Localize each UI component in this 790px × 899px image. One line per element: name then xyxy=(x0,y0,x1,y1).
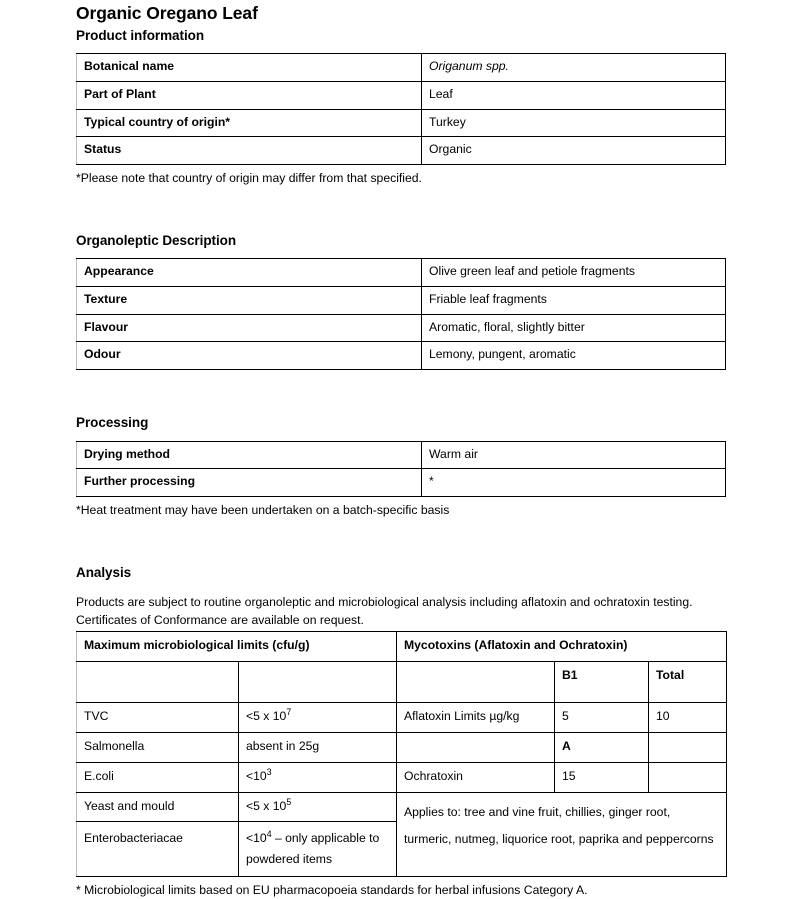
product-info-value: Turkey xyxy=(422,109,726,137)
analysis-mycotoxin: Aflatoxin Limits µg/kg xyxy=(397,703,555,733)
product-info-value: Organic xyxy=(422,137,726,165)
product-information-table xyxy=(76,53,726,165)
table-row xyxy=(77,137,726,165)
analysis-total-value xyxy=(649,762,727,792)
analysis-limit xyxy=(239,822,397,876)
analysis-column-b1: B1 xyxy=(555,662,649,703)
analysis-total-value: 10 xyxy=(649,703,727,733)
table-row xyxy=(77,732,727,762)
processing-label: Drying method xyxy=(77,441,422,469)
table-row xyxy=(77,314,726,342)
analysis-limit-text: <10 xyxy=(246,831,267,846)
analysis-limit-text: <5 x 10 xyxy=(246,798,287,813)
organoleptic-value: Friable leaf fragments xyxy=(422,286,726,314)
spacer xyxy=(76,520,726,536)
product-info-label: Status xyxy=(77,137,422,165)
analysis-limit-exponent: 4 xyxy=(266,829,272,840)
product-info-label: Part of Plant xyxy=(77,81,422,109)
table-header-row xyxy=(77,632,727,662)
analysis-subheader-blank-2 xyxy=(239,662,397,703)
processing-value: * xyxy=(422,469,726,497)
analysis-limit-exponent: 7 xyxy=(286,706,292,717)
analysis-mycotoxin xyxy=(397,732,555,762)
spacer xyxy=(76,188,726,204)
analysis-organism: E.coli xyxy=(77,762,239,792)
page-title: Organic Oregano Leaf xyxy=(76,3,258,23)
organoleptic-table xyxy=(76,258,726,370)
table-row xyxy=(77,81,726,109)
analysis-limit xyxy=(239,732,397,762)
analysis-limit xyxy=(239,703,397,733)
table-row xyxy=(77,703,727,733)
organoleptic-value: Aromatic, floral, slightly bitter xyxy=(422,314,726,342)
table-row xyxy=(77,469,726,497)
processing-label: Further processing xyxy=(77,469,422,497)
processing-table xyxy=(76,441,726,498)
analysis-limit-exponent: 5 xyxy=(286,796,292,807)
organoleptic-label: Appearance xyxy=(77,258,422,286)
processing-footnote: *Heat treatment may have been undertaken on a batch-specific basis xyxy=(76,503,450,518)
product-info-value: Origanum spp. xyxy=(422,53,726,81)
table-row xyxy=(77,762,727,792)
analysis-b1-value: A xyxy=(555,732,649,762)
table-row xyxy=(77,441,726,469)
product-information-footnote: *Please note that country of origin may differ from that specified. xyxy=(76,171,422,186)
product-info-label: Typical country of origin* xyxy=(77,109,422,137)
analysis-limit-exponent: 3 xyxy=(266,766,272,777)
analysis-mycotoxin: Ochratoxin xyxy=(397,762,555,792)
table-row xyxy=(77,258,726,286)
section-heading-organoleptic: Organoleptic Description xyxy=(76,232,237,248)
table-row xyxy=(77,109,726,137)
analysis-limit xyxy=(239,792,397,822)
product-info-value: Leaf xyxy=(422,81,726,109)
analysis-total-value xyxy=(649,732,727,762)
analysis-subheader-blank-3 xyxy=(397,662,555,703)
analysis-limit-text: <5 x 10 xyxy=(246,709,287,724)
analysis-organism: Enterobacteriacae xyxy=(77,822,239,876)
analysis-applies-to: Applies to: tree and vine fruit, chillies, ginger root, turmeric, nutmeg, liquorice root, paprika and peppercorns xyxy=(397,792,727,876)
analysis-organism: Salmonella xyxy=(77,732,239,762)
analysis-limit-text: absent in 25g xyxy=(246,738,320,753)
section-heading-processing: Processing xyxy=(76,415,149,431)
table-row xyxy=(77,342,726,370)
table-row xyxy=(77,53,726,81)
analysis-b1-value: 15 xyxy=(555,762,649,792)
table-subheader-row xyxy=(77,662,727,703)
analysis-column-total: Total xyxy=(649,662,727,703)
analysis-b1-value: 5 xyxy=(555,703,649,733)
section-heading-product-information: Product information xyxy=(76,27,205,43)
organoleptic-value: Lemony, pungent, aromatic xyxy=(422,342,726,370)
analysis-subheader-blank-1 xyxy=(77,662,239,703)
organoleptic-label: Texture xyxy=(77,286,422,314)
analysis-organism: Yeast and mould xyxy=(77,792,239,822)
analysis-organism: TVC xyxy=(77,703,239,733)
organoleptic-value: Olive green leaf and petiole fragments xyxy=(422,258,726,286)
section-heading-analysis: Analysis xyxy=(76,564,132,580)
analysis-footnote: * Microbiological limits based on EU pharmacopoeia standards for herbal infusions Category A. xyxy=(76,882,588,897)
analysis-header-mycotoxins: Mycotoxins (Aflatoxin and Ochratoxin) xyxy=(397,632,727,662)
analysis-limit-suffix: – only applicable to powdered items xyxy=(246,831,380,866)
table-row xyxy=(77,286,726,314)
organoleptic-label: Flavour xyxy=(77,314,422,342)
product-info-label: Botanical name xyxy=(77,53,422,81)
analysis-header-microbiological: Maximum microbiological limits (cfu/g) xyxy=(77,632,397,662)
table-row xyxy=(77,792,727,822)
analysis-intro-text: Products are subject to routine organoleptic and microbiological analysis including aflatoxin and ochratoxin testing. Certificates of Conformance are available on request. xyxy=(76,594,693,627)
organoleptic-label: Odour xyxy=(77,342,422,370)
analysis-limit-text: <10 xyxy=(246,768,267,783)
spacer xyxy=(76,370,726,386)
analysis-limit xyxy=(239,762,397,792)
analysis-table xyxy=(76,631,727,877)
processing-value: Warm air xyxy=(422,441,726,469)
